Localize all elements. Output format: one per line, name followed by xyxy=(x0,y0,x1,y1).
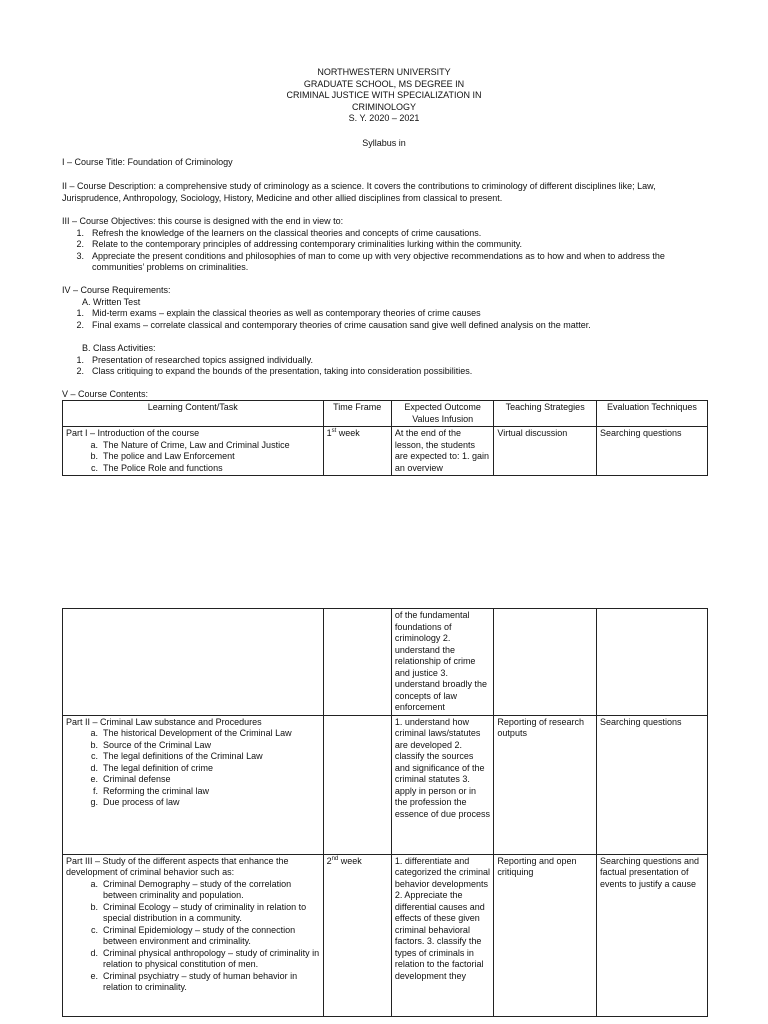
written-test-heading: A. Written Test xyxy=(82,296,141,307)
time-frame-cell xyxy=(323,715,391,854)
class-activities-heading: B. Class Activities: xyxy=(82,343,156,353)
contents-heading: V – Course Contents: xyxy=(62,389,149,399)
list-item: d. The legal definition of crime xyxy=(90,762,214,773)
course-contents-table xyxy=(62,400,708,476)
course-requirements xyxy=(62,285,712,331)
list-item: d. Criminal physical anthropology – study of criminality in relation to physical constitution of men. xyxy=(90,947,320,969)
list-item: a. Criminal Demography – study of the correlation between criminality and population. xyxy=(90,878,292,900)
strategy-cell xyxy=(494,609,597,716)
list-item: c. Criminal Epidemiology – study of the connection between environment and criminality. xyxy=(90,924,296,946)
table-row xyxy=(63,854,708,1016)
outcome-cell: At the end of the lesson, the students are expected to: 1. gain an overview xyxy=(391,427,494,476)
learning-content-cell xyxy=(63,854,324,1016)
list-item: c. The Police Role and functions xyxy=(90,462,223,473)
learning-content-cell xyxy=(63,609,324,716)
written-test-list xyxy=(62,308,712,331)
list-item: 3. Appreciate the present conditions and philosophies of man to come up with very objective recommendations as to how and when to address the communities’ problems on criminalities. xyxy=(76,250,665,272)
table-header-row xyxy=(63,401,708,427)
evaluation-cell: Searching questions and factual presentation of events to justify a cause xyxy=(596,854,707,1016)
list-item: 1. Refresh the knowledge of the learners on the classical theories and concepts of crime causations. xyxy=(76,227,482,238)
table-row xyxy=(63,609,708,716)
column-header: Teaching Strategies xyxy=(494,401,597,427)
learning-content-cell xyxy=(63,715,324,854)
list-item: g. Due process of law xyxy=(90,797,180,807)
part-title: Part II – Criminal Law substance and Procedures xyxy=(66,716,262,727)
strategy-cell: Reporting of research outputs xyxy=(494,715,597,854)
school-line: GRADUATE SCHOOL, MS DEGREE IN xyxy=(303,78,465,89)
part-title: Part III – Study of the different aspects that enhance the development of criminal behavior such as: xyxy=(66,855,289,877)
objectives-list xyxy=(62,228,712,274)
list-item: c. The legal definitions of the Criminal Law xyxy=(90,751,263,761)
outcome-cell: 1. understand how criminal laws/statutes are developed 2. classify the sources and significance of the criminal statutes 3. apply in person or in the profession the essence of due process xyxy=(391,715,494,854)
list-item: a. The Nature of Crime, Law and Criminal Justice xyxy=(90,439,290,450)
requirements-heading: IV – Course Requirements: xyxy=(62,285,171,295)
list-item: a. The historical Development of the Criminal Law xyxy=(90,728,292,738)
time-frame-cell xyxy=(323,609,391,716)
table-row xyxy=(63,427,708,476)
table-row xyxy=(63,715,708,854)
list-item: e. Criminal psychiatry – study of human behavior in relation to criminality. xyxy=(90,970,298,992)
class-activities-list xyxy=(62,355,712,378)
syllabus-label: Syllabus in xyxy=(362,138,406,148)
strategy-cell: Reporting and open critiquing xyxy=(494,854,597,1016)
time-frame-cell: 2nd week xyxy=(323,854,391,1016)
list-item: 2. Relate to the contemporary principles of addressing contemporary criminalities lurking within the community. xyxy=(76,239,523,249)
program-line: CRIMINAL JUSTICE WITH SPECIALIZATION IN xyxy=(286,90,482,101)
list-item: e. Criminal defense xyxy=(90,774,171,784)
outcome-cell: of the fundamental foundations of criminology 2. understand the relationship of crime and justice 3. understand broadly the concepts of law enforcement xyxy=(391,609,494,716)
list-item: 1. Mid-term exams – explain the classical theories as well as contemporary theories of crime causes xyxy=(76,308,481,318)
outcome-cell: 1. differentiate and categorized the criminal behavior developments 2. Appreciate the differential causes and effects of these given criminal behavioral factors. 3. classify the types of criminals in relation to the factorial development they xyxy=(391,854,494,1016)
list-item: 2. Class critiquing to expand the bounds of the presentation, taking into consideration possibilities. xyxy=(76,366,473,376)
learning-content-cell xyxy=(63,427,324,476)
evaluation-cell: Searching questions xyxy=(596,715,707,854)
specialization-line: CRIMINOLOGY xyxy=(351,101,416,112)
course-title: I – Course Title: Foundation of Criminology xyxy=(62,157,233,167)
time-frame-cell: 1st week xyxy=(323,427,391,476)
column-header: Evaluation Techniques xyxy=(596,401,707,427)
list-item: b. Source of the Criminal Law xyxy=(90,739,212,750)
university-name: NORTHWESTERN UNIVERSITY xyxy=(317,67,451,77)
column-header: Expected Outcome Values Infusion xyxy=(391,401,494,427)
course-description: II – Course Description: a comprehensive study of criminology as a science. It covers the contributions to criminology of different disciplines like; Law, Jurisprudence, Anthropology, Sociology, History, Medicine and other allied disciplines from classical to present. xyxy=(62,181,656,203)
column-header: Learning Content/Task xyxy=(63,401,324,427)
class-activities xyxy=(62,343,712,378)
list-item: b. The police and Law Enforcement xyxy=(90,451,235,461)
part-title: Part I – Introduction of the course xyxy=(66,428,200,438)
school-year: S. Y. 2020 – 2021 xyxy=(348,113,420,124)
column-header: Time Frame xyxy=(323,401,391,427)
strategy-cell: Virtual discussion xyxy=(494,427,597,476)
list-item: f. Reforming the criminal law xyxy=(92,785,210,796)
evaluation-cell xyxy=(596,609,707,716)
course-contents-table-continued xyxy=(62,608,708,1017)
course-objectives xyxy=(62,216,712,274)
objectives-heading: III – Course Objectives: this course is designed with the end in view to: xyxy=(62,216,344,226)
list-item: b. Criminal Ecology – study of criminality in relation to special distribution in a community. xyxy=(90,901,307,923)
document-header xyxy=(0,67,768,125)
evaluation-cell: Searching questions xyxy=(596,427,707,476)
list-item: 2. Final exams – correlate classical and contemporary theories of crime causation sand give well defined analysis on the matter. xyxy=(76,319,591,330)
list-item: 1. Presentation of researched topics assigned individually. xyxy=(76,354,313,365)
